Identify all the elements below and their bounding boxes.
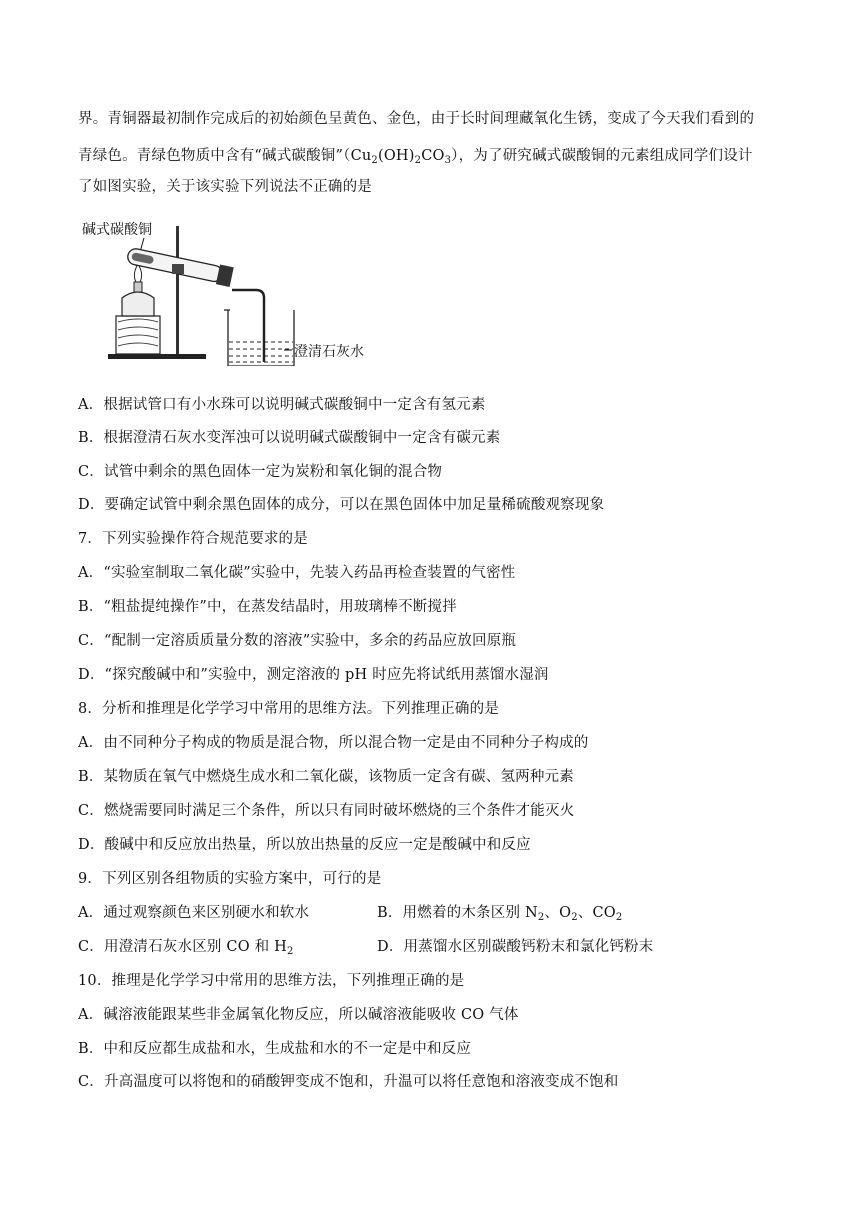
q7-stem: 7．下列实验操作符合规范要求的是 bbox=[78, 531, 308, 547]
lamp-wick-holder bbox=[134, 282, 142, 292]
q8-option-a: A．由不同种分子构成的物质是混合物，所以混合物一定是由不同种分子构成的 bbox=[78, 735, 589, 751]
q8-option-d: D．酸碱中和反应放出热量，所以放出热量的反应一定是酸碱中和反应 bbox=[78, 837, 531, 853]
intro-line-1: 界。青铜器最初制作完成后的初始颜色呈黄色、金色，由于长时间理藏氧化生锈，变成了今天我们看到的 bbox=[78, 111, 755, 127]
q10-option-b: B．中和反应都生成盐和水，生成盐和水的不一定是中和反应 bbox=[78, 1041, 472, 1057]
q8-stem: 8．分析和推理是化学学习中常用的思维方法。下列推理正确的是 bbox=[78, 701, 500, 717]
delivery-tube bbox=[232, 290, 264, 362]
stand-rod bbox=[176, 226, 179, 356]
q6-option-a: A．根据试管口有小水珠可以说明碱式碳酸铜中一定含有氢元素 bbox=[78, 397, 486, 413]
q10-stem: 10．推理是化学学习中常用的思维方法，下列推理正确的是 bbox=[78, 973, 465, 989]
apparatus-diagram bbox=[78, 216, 398, 366]
q7-option-a: A．“实验室制取二氧化碳”实验中，先装入药品再检查装置的气密性 bbox=[78, 565, 516, 581]
flame-icon bbox=[134, 264, 141, 282]
q9-option-d: D．用蒸馏水区别碳酸钙粉末和氯化钙粉末 bbox=[377, 939, 654, 955]
q7-option-c: C．“配制一定溶质质量分数的溶液”实验中，多余的药品应放回原瓶 bbox=[78, 633, 517, 649]
label-basic-copper-carbonate: 碱式碳酸铜 bbox=[82, 222, 152, 238]
beaker bbox=[228, 310, 294, 366]
q7-option-b: B．“粗盐提纯操作”中，在蒸发结晶时，用玻璃棒不断搅拌 bbox=[78, 599, 457, 615]
intro-line-2: 青绿色。青绿色物质中含有“碱式碳酸铜$”(Cu_2(OH)_2CO_3)$，为了研究碱式碳酸铜的元素组成同学们设计 bbox=[78, 148, 753, 166]
q8-option-c: C．燃烧需要同时满足三个条件，所以只有同时破坏燃烧的三个条件才能灭火 bbox=[78, 803, 575, 819]
limewater-liquid bbox=[229, 342, 293, 362]
alcohol-lamp bbox=[122, 292, 154, 316]
q9-stem: 9．下列区别各组物质的实验方案中，可行的是 bbox=[78, 871, 382, 887]
q10-option-c: C．升高温度可以将饱和的硝酸钾变成不饱和，升温可以将任意饱和溶液变成不饱和 bbox=[78, 1074, 619, 1090]
q10-option-a: A．碱溶液能跟某些非金属氧化物反应，所以碱溶液能吸收 CO 气体 bbox=[78, 1007, 519, 1023]
apparatus-figure bbox=[78, 216, 398, 366]
intro-line-3: 了如图实验，关于该实验下列说法不正确的是 bbox=[78, 179, 372, 195]
q8-option-b: B．某物质在氧气中燃烧生成水和二氧化碳，该物质一定含有碳、氢两种元素 bbox=[78, 769, 574, 785]
stand-base bbox=[108, 354, 206, 359]
q6-option-d: D．要确定试管中剩余黑色固体的成分，可以在黑色固体中加足量稀硫酸观察现象 bbox=[78, 497, 605, 513]
clamp bbox=[172, 264, 184, 274]
q7-option-d: D．“探究酸碱中和”实验中，测定溶液的 pH 时应先将试纸用蒸馏水湿润 bbox=[78, 667, 549, 683]
q9-option-a: A．通过观察颜色来区别硬水和软水 bbox=[78, 905, 310, 921]
q6-option-b: B．根据澄清石灰水变浑浊可以说明碱式碳酸铜中一定含有碳元素 bbox=[78, 430, 501, 446]
label-limewater: 澄清石灰水 bbox=[294, 344, 364, 360]
q9-option-b: B．用燃着的木条区别 $N_2$、$O_2$、$CO_2$ bbox=[377, 905, 623, 923]
q6-option-c: C．试管中剩余的黑色固体一定为炭粉和氧化铜的混合物 bbox=[78, 464, 443, 480]
q9-option-c: C．用澄清石灰水区别 CO 和 $H_2$ bbox=[78, 939, 294, 957]
